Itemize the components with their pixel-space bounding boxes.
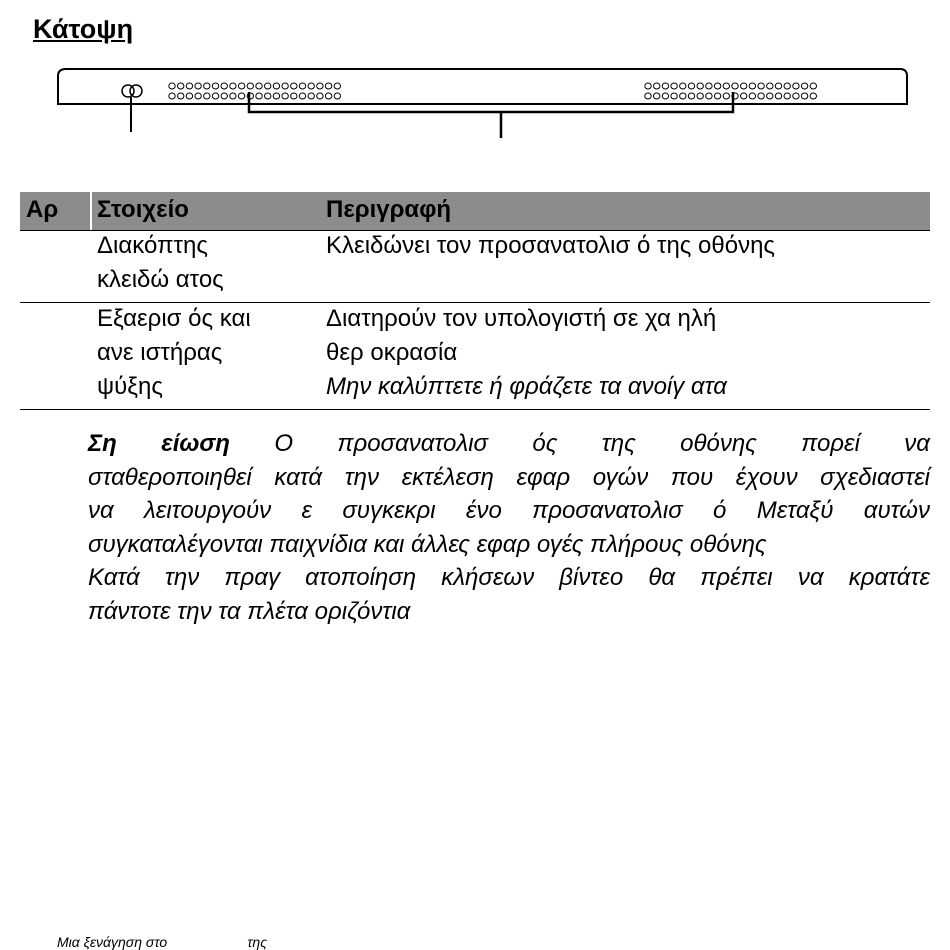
column-header-item: Στοιχείο [97, 196, 189, 223]
table-header [20, 192, 930, 230]
page-footer: Μια ξενάγηση στο της [57, 934, 268, 950]
note-paragraph: Ση είωση Ο προσανατολισ ός της οθόνης πορεί να σταθεροποιηθεί κατά την εκτέλεση εφαρ ογών που έχουν σχεδιαστεί να λειτουργούν ε συγκεκρι ένο προσανατολισ ό Μεταξύ αυτών συγκαταλέγονται παιχνίδια και άλλες εφαρ ογές πλήρους οθόνης Κατά την πραγ ατοποίηση κλήσεων βίντεο θα πρέπει να κρατάτε πάντοτε την τα πλέτα οριζόντια [88, 427, 930, 628]
tablet-top-view-icon [0, 60, 950, 140]
row-2-item: Εξαερισ ός και ανε ιστήρας ψύξης [97, 305, 251, 400]
column-header-number: Αρ [26, 196, 59, 223]
note-label: Ση είωση [88, 430, 230, 457]
row-2-description: Διατηρούν τον υπολογιστή σε χα ηλή θερ οκρασία Μην καλύπτετε ή φράζετε τα ανοίγ ατα [326, 305, 727, 400]
row-1-description: Κλειδώνει τον προσανατολισ ό της οθόνης [326, 232, 775, 259]
row-1-item: Διακόπτης κλειδώ ατος [97, 232, 224, 293]
note-first-line: Ση είωση Ο προσανατολισ ός της οθόνης πορεί να [88, 430, 930, 457]
header-divider [90, 192, 92, 230]
table-rule [20, 409, 930, 410]
section-title: Κάτοψη [33, 14, 134, 44]
column-header-description: Περιγραφή [326, 196, 452, 223]
